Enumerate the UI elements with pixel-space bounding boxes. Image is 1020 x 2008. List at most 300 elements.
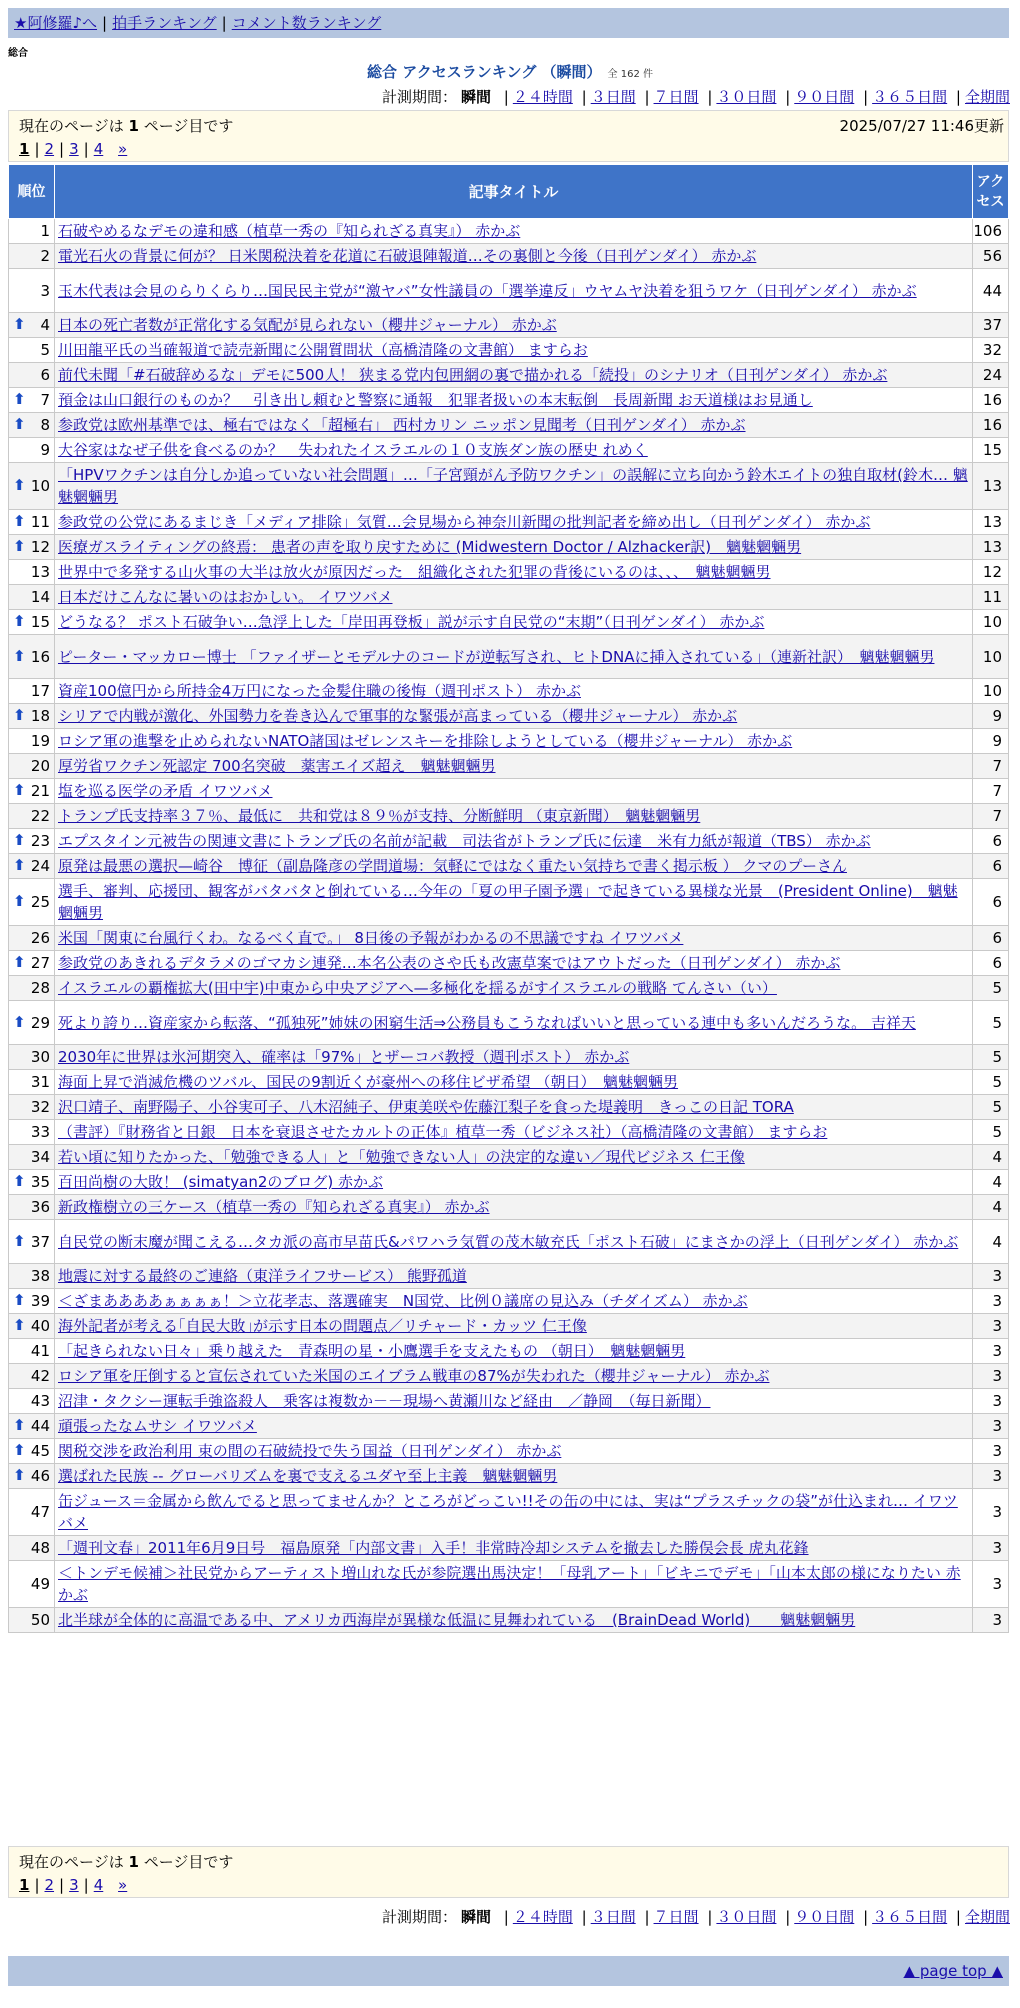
rank-number: 31 <box>30 1073 50 1091</box>
table-row <box>9 463 1009 510</box>
article-link[interactable]: ＜ざまああああぁぁぁぁ！＞立花孝志、落選確実 N国党、比例０議席の見込み（チダイズム） 赤かぶ <box>58 1292 748 1310</box>
rank-cell <box>9 976 55 1001</box>
title-cell <box>55 635 973 679</box>
rank-cell <box>9 1364 55 1389</box>
page-info-bottom <box>8 1846 1009 1898</box>
article-link[interactable]: 原発は最悪の選択—崎谷 博征（副島隆彦の学問道場：気軽にではなく重たい気持ちで書く掲示板 ） クマのプーさん <box>58 857 847 875</box>
category-label: 総合 <box>8 48 28 59</box>
period-separator: | <box>863 1908 869 1926</box>
access-count: 56 <box>973 244 1009 269</box>
rank-number: 21 <box>30 782 50 800</box>
access-count: 32 <box>973 338 1009 363</box>
up-arrow-icon: ⬆ <box>13 415 26 434</box>
table-row <box>9 244 1009 269</box>
article-link[interactable]: 世界中で多発する山火事の大半は放火が原因だった 組織化された犯罪の背後にいるのは、、、 魑魅魍魎男 <box>58 563 771 581</box>
article-link[interactable]: 海面上昇で消滅危機のツバル、国民の9割近くが豪州への移住ビザ希望 （朝日） 魑魅魍魎男 <box>58 1073 679 1091</box>
period-separator: | <box>707 1908 713 1926</box>
article-link[interactable]: 参政党は欧州基準では、極右ではなく「超極右」 西村カリン ニッポン見聞考（日刊ゲンダイ） 赤かぶ <box>58 416 746 434</box>
clap-ranking-link[interactable]: 拍手ランキング <box>112 14 217 32</box>
page-status-suffix: ページ目です <box>143 117 234 135</box>
period-link-3d[interactable]: ３日間 <box>590 88 636 106</box>
article-link[interactable]: 日本の死亡者数が正常化する気配が見られない（櫻井ジャーナル） 赤かぶ <box>58 316 557 334</box>
table-row <box>9 1195 1009 1220</box>
title-cell <box>55 388 973 413</box>
table-row <box>9 1489 1009 1536</box>
article-link[interactable]: 大谷家はなぜ子供を食べるのか？ 失われたイスラエルの１０支族ダン族の歴史 れめく <box>58 441 648 459</box>
title-cell <box>55 1439 973 1464</box>
table-row <box>9 704 1009 729</box>
page-title <box>0 61 1020 82</box>
title-cell <box>55 1220 973 1264</box>
title-cell <box>55 535 973 560</box>
article-link[interactable]: 厚労省ワクチン死認定 700名突破 薬害エイズ超え 魑魅魍魎男 <box>58 757 496 775</box>
page-status <box>19 1851 998 1872</box>
table-row <box>9 1070 1009 1095</box>
rank-number: 43 <box>30 1392 50 1410</box>
rank-number: 18 <box>30 707 50 725</box>
table-row <box>9 1536 1009 1561</box>
period-link-365d[interactable]: ３６５日間 <box>872 88 948 106</box>
title-cell <box>55 269 973 313</box>
article-link[interactable]: トランプ氏支持率３７％、最低に 共和党は８９％が支持、分断鮮明 （東京新聞） 魑魅魍魎男 <box>58 807 701 825</box>
up-arrow-icon: ⬆ <box>13 856 26 875</box>
table-row <box>9 363 1009 388</box>
rank-cell <box>9 1489 55 1536</box>
up-arrow-icon: ⬆ <box>13 612 26 631</box>
rank-cell <box>9 1414 55 1439</box>
rank-cell <box>9 535 55 560</box>
table-row <box>9 413 1009 438</box>
period-link-3d[interactable]: ３日間 <box>590 1908 636 1926</box>
period-link-365d[interactable]: ３６５日間 <box>872 1908 948 1926</box>
title-cell <box>55 1314 973 1339</box>
access-count: 5 <box>973 1045 1009 1070</box>
rank-number: 17 <box>30 682 50 700</box>
access-count: 7 <box>973 754 1009 779</box>
article-link[interactable]: 選ばれた民族 -- グローバリズムを裏で支えるユダヤ至上主義 魑魅魍魎男 <box>58 1467 558 1485</box>
rank-number: 50 <box>30 1611 50 1629</box>
access-count: 5 <box>973 976 1009 1001</box>
access-count: 3 <box>973 1414 1009 1439</box>
page-separator: | <box>59 1876 65 1894</box>
title-cell <box>55 1195 973 1220</box>
rank-number: 23 <box>30 832 50 850</box>
article-link[interactable]: 百田尚樹の大敗！ (simatyan2のブログ) 赤かぶ <box>58 1173 384 1191</box>
rank-cell <box>9 1339 55 1364</box>
table-row <box>9 438 1009 463</box>
page-link-4[interactable]: 4 <box>93 140 104 158</box>
period-separator: | <box>785 1908 791 1926</box>
updated-time: 2025/07/27 11:46更新 <box>839 117 1004 135</box>
page-link-next[interactable]: » <box>118 140 128 158</box>
rank-number: 1 <box>40 222 50 240</box>
access-count: 6 <box>973 854 1009 879</box>
access-count: 7 <box>973 804 1009 829</box>
period-current: 瞬間 <box>460 1908 491 1926</box>
article-link[interactable]: 資産100億円から所持金4万円になった金髪住職の後悔（週刊ポスト） 赤かぶ <box>58 682 581 700</box>
table-row <box>9 535 1009 560</box>
article-link[interactable]: 死より誇り…資産家から転落、“孤独死”姉妹の困窮生活⇒公務員もこうなればいいと思っている連中も多いんだろうな。 吉祥天 <box>58 1013 916 1032</box>
article-link[interactable]: 「起きられない日々」乗り越えた 青森明の星・小鷹選手を支えたもの （朝日） 魑魅魍魎男 <box>58 1342 686 1360</box>
period-separator: | <box>644 1908 650 1926</box>
title-cell <box>55 510 973 535</box>
article-link[interactable]: ＜トンデモ候補＞社民党からアーティスト増山れな氏が参院選出馬決定！「母乳アート」「ビキニでデモ」「山本太郎の様になりたい 赤かぶ <box>58 1564 961 1604</box>
period-link-30d[interactable]: ３０日間 <box>716 88 777 106</box>
article-link[interactable]: 医療ガスライティングの終焉： 患者の声を取り戻すために (Midwestern Doctor / Alzhacker訳) 魑魅魍魎男 <box>58 538 802 556</box>
page-status-number: 1 <box>128 117 139 135</box>
access-count: 9 <box>973 704 1009 729</box>
rank-cell <box>9 1561 55 1608</box>
table-row <box>9 854 1009 879</box>
title-cell <box>55 1339 973 1364</box>
title-cell <box>55 1464 973 1489</box>
table-row <box>9 926 1009 951</box>
rank-number: 4 <box>40 316 50 334</box>
page-info-top <box>8 110 1009 162</box>
rank-cell <box>9 610 55 635</box>
header-rank: 順位 <box>9 165 55 219</box>
bottom-bar <box>8 1956 1009 1986</box>
rank-cell <box>9 463 55 510</box>
period-link-30d[interactable]: ３０日間 <box>716 1908 777 1926</box>
up-arrow-icon: ⬆ <box>13 1231 26 1250</box>
rank-cell <box>9 926 55 951</box>
table-row <box>9 754 1009 779</box>
article-link[interactable]: 頑張ったなムサシ イワツバメ <box>58 1417 257 1435</box>
title-cell <box>55 729 973 754</box>
table-row <box>9 1170 1009 1195</box>
rank-cell <box>9 1220 55 1264</box>
up-arrow-icon: ⬆ <box>13 706 26 725</box>
title-cell <box>55 804 973 829</box>
article-link[interactable]: 缶ジュース＝金属から飲んでると思ってませんか？ところがどっこい!!その缶の中には、実は“プラスチックの袋”が仕込まれ… イワツバメ <box>58 1492 958 1532</box>
article-link[interactable]: イスラエルの覇権拡大(田中宇)中東から中央アジアへ—多極化を揺るがすイスラエルの戦略 てんさい（い） <box>58 979 777 997</box>
rank-cell <box>9 1120 55 1145</box>
access-count: 10 <box>973 635 1009 679</box>
access-count: 4 <box>973 1170 1009 1195</box>
page-separator: | <box>83 1876 89 1894</box>
comment-ranking-link[interactable]: コメント数ランキング <box>231 14 382 32</box>
article-link[interactable]: ロシア軍の進撃を止められないNATO諸国はゼレンスキーを排除しようとしている（櫻井ジャーナル） 赤かぶ <box>58 732 793 750</box>
page-separator <box>108 1876 113 1894</box>
home-link[interactable]: ★阿修羅♪へ <box>14 14 98 32</box>
article-link[interactable]: 北半球が全体的に高温である中、アメリカ西海岸が異様な低温に見舞われている (BrainDead World) 魑魅魍魎男 <box>58 1611 856 1629</box>
up-arrow-icon: ⬆ <box>13 1172 26 1191</box>
rank-number: 24 <box>30 857 50 875</box>
rank-number: 10 <box>30 477 50 495</box>
access-count: 3 <box>973 1464 1009 1489</box>
table-row <box>9 1045 1009 1070</box>
access-count: 3 <box>973 1339 1009 1364</box>
article-link[interactable]: 海外記者が考える｢自民大敗｣が示す日本の問題点／リチャード・カッツ 仁王像 <box>58 1317 587 1335</box>
article-link[interactable]: 電光石火の背景に何が？ 日米関税決着を花道に石破退陣報道…その裏側と今後（日刊ゲンダイ） 赤かぶ <box>58 247 757 265</box>
rank-cell <box>9 754 55 779</box>
rank-number: 36 <box>30 1198 50 1216</box>
table-row <box>9 1314 1009 1339</box>
article-link[interactable]: 選手、審判、応援団、観客がバタバタと倒れている…今年の「夏の甲子園予選」で起きている異様な光景 (President Online) 魑魅魍魎男 <box>58 882 958 922</box>
rank-cell <box>9 438 55 463</box>
rank-cell <box>9 510 55 535</box>
ranking-table-body <box>9 219 1009 1633</box>
article-link[interactable]: 関税交渉を政治利用 束の間の石破続投で失う国益（日刊ゲンダイ） 赤かぶ <box>58 1442 562 1460</box>
rank-number: 5 <box>40 341 50 359</box>
access-count: 3 <box>973 1489 1009 1536</box>
period-selector-bottom <box>382 1906 1010 1927</box>
access-count: 5 <box>973 1070 1009 1095</box>
access-count: 106 <box>973 219 1009 244</box>
period-separator: | <box>955 88 961 106</box>
up-arrow-icon: ⬆ <box>13 512 26 531</box>
page-link-2[interactable]: 2 <box>44 1876 55 1894</box>
table-row <box>9 585 1009 610</box>
access-count: 10 <box>973 610 1009 635</box>
rank-number: 47 <box>30 1503 50 1521</box>
title-cell <box>55 1289 973 1314</box>
rank-number: 13 <box>30 563 50 581</box>
table-row <box>9 388 1009 413</box>
rank-cell <box>9 413 55 438</box>
page-link-3[interactable]: 3 <box>69 140 79 158</box>
article-link[interactable]: （書評）『財務省と日銀 日本を衰退させたカルトの正体』植草一秀（ビジネス社）（高橋清隆の文書館） ますらお <box>58 1123 828 1141</box>
rank-cell <box>9 560 55 585</box>
article-link[interactable]: ロシア軍を圧倒すると宣伝されていた米国のエイブラム戦車の87%が失われた（櫻井ジャーナル） 赤かぶ <box>58 1367 770 1385</box>
rank-cell <box>9 338 55 363</box>
article-link[interactable]: 前代未聞「#石破辞めるな」デモに500人！ 狭まる党内包囲網の裏で描かれる「続投」のシナリオ（日刊ゲンダイ） 赤かぶ <box>58 366 888 384</box>
table-row <box>9 804 1009 829</box>
rank-cell <box>9 879 55 926</box>
table-row <box>9 219 1009 244</box>
rank-number: 15 <box>30 613 50 631</box>
article-link[interactable]: 沢口靖子、南野陽子、小谷実可子、八木沼純子、伊東美咲や佐藤江梨子を食った堤義明 きっこの日記 TORA <box>58 1098 794 1116</box>
access-count: 3 <box>973 1389 1009 1414</box>
article-link[interactable]: 2030年に世界は氷河期突入、確率は「97%」とザーコバ教授（週刊ポスト） 赤かぶ <box>58 1048 630 1066</box>
page-separator: | <box>34 1876 40 1894</box>
access-count: 4 <box>973 1145 1009 1170</box>
page-link-4[interactable]: 4 <box>93 1876 104 1894</box>
up-arrow-icon: ⬆ <box>13 1416 26 1435</box>
period-separator: | <box>503 1908 509 1926</box>
page-status-suffix: ページ目です <box>143 1853 234 1871</box>
article-link[interactable]: 自民党の断末魔が聞こえる…タカ派の高市早苗氏&パワハラ気質の茂木敏充氏「ポスト石破」にまさかの浮上（日刊ゲンダイ） 赤かぶ <box>58 1232 959 1251</box>
top-nav-bar <box>8 8 1009 38</box>
period-link-7d[interactable]: ７日間 <box>653 1908 699 1926</box>
article-link[interactable]: 参政党の公党にあるまじき「メディア排除」気質…会見場から神奈川新聞の批判記者を締め出し（日刊ゲンダイ） 赤かぶ <box>58 513 871 531</box>
table-row <box>9 1289 1009 1314</box>
article-link[interactable]: ピーター・マッカロー博士 「ファイザーとモデルナのコードが逆転写され、ヒトDNAに挿入されている」（連新社訳） 魑魅魍魎男 <box>58 647 935 666</box>
title-cell <box>55 219 973 244</box>
article-link[interactable]: 地震に対する最終のご連絡（東洋ライフサービス） 熊野孤道 <box>58 1267 467 1285</box>
rank-number: 29 <box>30 1013 50 1032</box>
article-link[interactable]: 「週刊文春」2011年6月9日号 福島原発「内部文書」入手！非常時冷却システムを撤去した勝俣会長 虎丸花鋒 <box>58 1539 809 1557</box>
rank-cell <box>9 313 55 338</box>
article-link[interactable]: 預金は山口銀行のものか？ 引き出し頼むと警察に通報 犯罪者扱いの本末転倒 長周新聞 お天道様はお見通し <box>58 391 813 409</box>
rank-cell <box>9 951 55 976</box>
rank-number: 8 <box>40 416 50 434</box>
rank-cell <box>9 1314 55 1339</box>
table-row <box>9 1561 1009 1608</box>
rank-cell <box>9 1045 55 1070</box>
access-count: 3 <box>973 1561 1009 1608</box>
title-cell <box>55 879 973 926</box>
access-count: 6 <box>973 879 1009 926</box>
article-link[interactable]: 参政党のあきれるデタラメのゴマカシ連発…本名公表のさや氏も改憲草案ではアウトだった（日刊ゲンダイ） 赤かぶ <box>58 954 841 972</box>
rank-number: 16 <box>30 647 50 666</box>
page-top-link[interactable]: ▲ page top ▲ <box>903 1962 1003 1980</box>
title-cell <box>55 1389 973 1414</box>
rank-number: 27 <box>30 954 50 972</box>
access-count: 9 <box>973 729 1009 754</box>
article-link[interactable]: 新政権樹立の三ケース（植草一秀の『知られざる真実』） 赤かぶ <box>58 1198 490 1216</box>
article-link[interactable]: 米国「関東に台風行くわ。なるべく直で。」 8日後の予報がわかるの不思議ですね イワツバメ <box>58 929 684 947</box>
title-cell <box>55 951 973 976</box>
period-link-all[interactable]: 全期間 <box>964 88 1010 106</box>
period-link-24h[interactable]: ２４時間 <box>512 88 573 106</box>
article-link[interactable]: シリアで内戦が激化、外国勢力を巻き込んで軍事的な緊張が高まっている（櫻井ジャーナル） 赤かぶ <box>58 707 738 725</box>
up-arrow-icon: ⬆ <box>13 1441 26 1460</box>
period-link-all[interactable]: 全期間 <box>964 1908 1010 1926</box>
rank-number: 12 <box>30 538 50 556</box>
rank-number: 33 <box>30 1123 50 1141</box>
rank-cell <box>9 1608 55 1633</box>
rank-number: 3 <box>40 281 50 300</box>
access-count: 6 <box>973 829 1009 854</box>
table-row <box>9 1439 1009 1464</box>
access-count: 3 <box>973 1314 1009 1339</box>
period-link-90d[interactable]: ９０日間 <box>794 1908 855 1926</box>
title-cell <box>55 438 973 463</box>
rank-number: 39 <box>30 1292 50 1310</box>
table-row <box>9 729 1009 754</box>
rank-cell <box>9 244 55 269</box>
rank-number: 9 <box>40 441 50 459</box>
rank-number: 41 <box>30 1342 50 1360</box>
rank-cell <box>9 635 55 679</box>
up-arrow-icon: ⬆ <box>13 537 26 556</box>
table-row <box>9 1414 1009 1439</box>
page-status-prefix: 現在のページは <box>19 117 124 135</box>
title-cell <box>55 1608 973 1633</box>
access-count: 16 <box>973 388 1009 413</box>
access-count: 3 <box>973 1364 1009 1389</box>
rank-number: 46 <box>30 1467 50 1485</box>
access-count: 15 <box>973 438 1009 463</box>
article-link[interactable]: エプスタイン元被告の関連文書にトランプ氏の名前が記載 司法省がトランプ氏に伝達 米有力紙が報道（TBS） 赤かぶ <box>58 832 871 850</box>
title-cell <box>55 1561 973 1608</box>
title-cell <box>55 829 973 854</box>
title-cell <box>55 779 973 804</box>
nav-separator: | <box>102 14 108 32</box>
table-row <box>9 879 1009 926</box>
rank-number: 45 <box>30 1442 50 1460</box>
title-cell <box>55 610 973 635</box>
table-row <box>9 779 1009 804</box>
title-cell <box>55 1070 973 1095</box>
table-row <box>9 1608 1009 1633</box>
up-arrow-icon: ⬆ <box>13 646 26 665</box>
rank-cell <box>9 1289 55 1314</box>
rank-cell <box>9 829 55 854</box>
article-link[interactable]: 川田龍平氏の当確報道で読売新聞に公開質問状（高橋清隆の文書館） ますらお <box>58 341 588 359</box>
title-cell <box>55 244 973 269</box>
rank-number: 49 <box>30 1575 50 1593</box>
header-access: アクセス <box>973 165 1009 219</box>
up-arrow-icon: ⬆ <box>13 390 26 409</box>
article-link[interactable]: 石破やめるなデモの違和感（植草一秀の『知られざる真実』） 赤かぶ <box>58 222 521 240</box>
up-arrow-icon: ⬆ <box>13 315 26 334</box>
period-separator: | <box>644 88 650 106</box>
article-link[interactable]: 沼津・タクシー運転手強盗殺人 乗客は複数か－－現場へ黄瀬川など経由 ／静岡 （毎日新聞） <box>58 1392 711 1410</box>
article-link[interactable]: 若い頃に知りたかった、「勉強できる人」と「勉強できない人」の決定的な違い／現代ビジネス 仁王像 <box>58 1148 745 1166</box>
rank-number: 2 <box>40 247 50 265</box>
rank-number: 26 <box>30 929 50 947</box>
title-cell <box>55 1536 973 1561</box>
up-arrow-icon: ⬆ <box>13 1291 26 1310</box>
access-count: 24 <box>973 363 1009 388</box>
table-row <box>9 1464 1009 1489</box>
rank-cell <box>9 388 55 413</box>
access-count: 3 <box>973 1536 1009 1561</box>
table-row <box>9 610 1009 635</box>
access-count: 13 <box>973 510 1009 535</box>
page-link-3[interactable]: 3 <box>69 1876 79 1894</box>
article-link[interactable]: どうなる？ ポスト石破争い…急浮上した「岸田再登板」説が示す自民党の“末期”（日刊ゲンダイ） 赤かぶ <box>58 613 765 631</box>
article-link[interactable]: 玉木代表は会見のらりくらり…国民民主党が“激ヤバ”女性議員の「選挙違反」ウヤムヤ決着を狙うワケ（日刊ゲンダイ） 赤かぶ <box>58 281 917 300</box>
title-cell <box>55 704 973 729</box>
access-count: 37 <box>973 313 1009 338</box>
page-separator: | <box>83 140 89 158</box>
period-link-90d[interactable]: ９０日間 <box>794 88 855 106</box>
rank-number: 38 <box>30 1267 50 1285</box>
access-count: 6 <box>973 926 1009 951</box>
article-link[interactable]: 日本だけこんなに暑いのはおかしい。 イワツバメ <box>58 588 393 606</box>
article-link[interactable]: 「HPVワクチンは自分しか追っていない社会問題」…「子宮頸がん予防ワクチン」の誤解に立ち向かう鈴木エイトの独自取材(鈴木… 魑魅魍魎男 <box>58 466 968 506</box>
title-cell <box>55 1414 973 1439</box>
page-status-prefix: 現在のページは <box>19 1853 124 1871</box>
page-link-next[interactable]: » <box>118 1876 128 1894</box>
up-arrow-icon: ⬆ <box>13 1012 26 1031</box>
period-separator: | <box>503 88 509 106</box>
access-count: 44 <box>973 269 1009 313</box>
rank-cell <box>9 219 55 244</box>
table-row <box>9 1001 1009 1045</box>
page-link-2[interactable]: 2 <box>44 140 55 158</box>
access-count: 5 <box>973 1001 1009 1045</box>
period-link-24h[interactable]: ２４時間 <box>512 1908 573 1926</box>
article-link[interactable]: 塩を巡る医学の矛盾 イワツバメ <box>58 782 273 800</box>
title-cell <box>55 1095 973 1120</box>
rank-cell <box>9 1195 55 1220</box>
title-cell <box>55 754 973 779</box>
rank-number: 30 <box>30 1048 50 1066</box>
rank-number: 14 <box>30 588 50 606</box>
page-status-number: 1 <box>128 1853 139 1871</box>
table-row <box>9 510 1009 535</box>
up-arrow-icon: ⬆ <box>13 476 26 495</box>
table-row <box>9 313 1009 338</box>
rank-number: 32 <box>30 1098 50 1116</box>
period-selector-top <box>382 86 1010 107</box>
rank-cell <box>9 679 55 704</box>
period-link-7d[interactable]: ７日間 <box>653 88 699 106</box>
rank-number: 44 <box>30 1417 50 1435</box>
title-cell <box>55 1170 973 1195</box>
table-row <box>9 829 1009 854</box>
rank-number: 28 <box>30 979 50 997</box>
title-cell <box>55 413 973 438</box>
pagination-top <box>19 140 998 158</box>
period-separator: | <box>581 88 587 106</box>
table-row <box>9 1120 1009 1145</box>
